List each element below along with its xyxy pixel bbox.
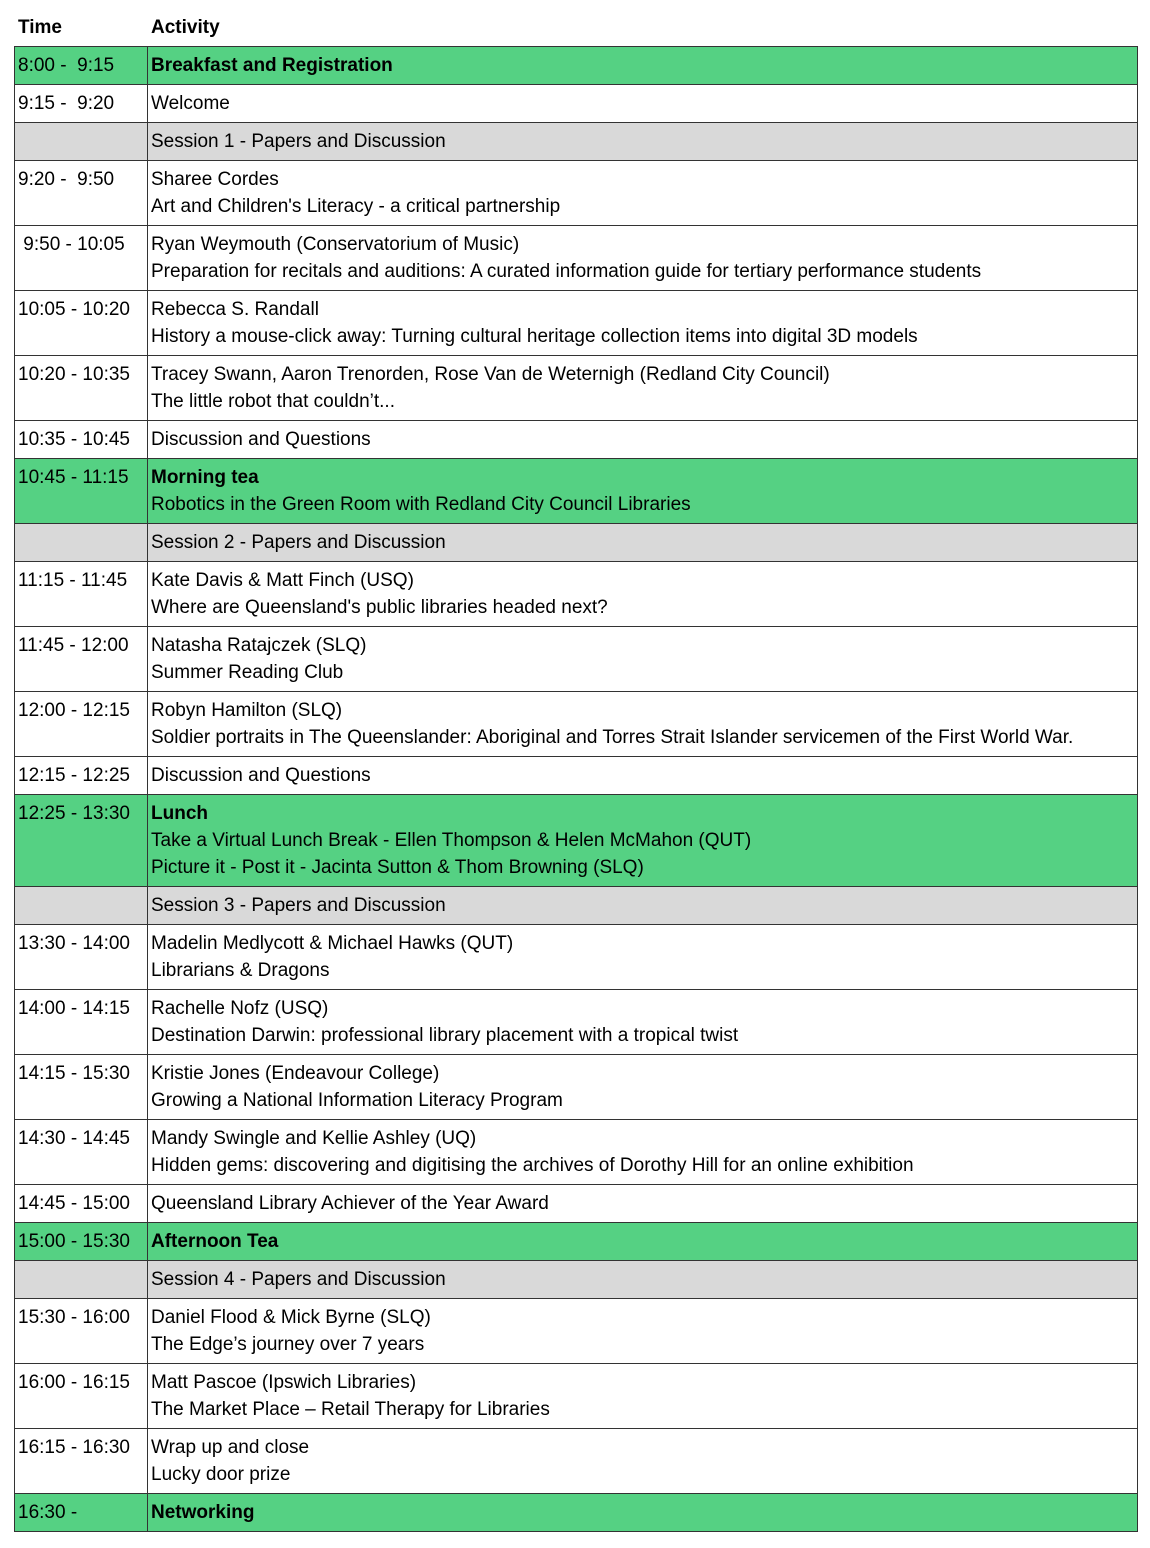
activity-title: Daniel Flood & Mick Byrne (SLQ) [151,1307,431,1328]
activity-cell [148,291,1138,356]
time-cell [15,1364,148,1429]
activity-title: Wrap up and close [151,1437,310,1458]
schedule-row [15,1055,1138,1120]
activity-detail: Lucky door prize [151,1464,291,1485]
time-range: 12:25 - 13:30 [18,803,130,824]
activity-title: Session 3 - Papers and Discussion [151,895,446,916]
schedule-row [15,562,1138,627]
activity-detail: The Edge’s journey over 7 years [151,1334,425,1355]
activity-cell [148,1261,1138,1299]
time-cell [15,757,148,795]
session-header-row [15,123,1138,161]
time-range: 15:30 - 16:00 [18,1307,130,1328]
activity-cell [148,887,1138,925]
time-range: 15:00 - 15:30 [18,1231,130,1252]
activity-cell [148,85,1138,123]
schedule-body [15,47,1138,1532]
activity-title: Session 2 - Papers and Discussion [151,532,446,553]
schedule-row [15,1364,1138,1429]
time-cell [15,421,148,459]
schedule-row [15,692,1138,757]
activity-detail: Growing a National Information Literacy Program [151,1090,563,1111]
activity-title: Kristie Jones (Endeavour College) [151,1063,440,1084]
activity-title: Madelin Medlycott & Michael Hawks (QUT) [151,933,514,954]
activity-title: Discussion and Questions [151,429,371,450]
activity-title: Session 1 - Papers and Discussion [151,131,446,152]
schedule-row [15,757,1138,795]
time-cell [15,1055,148,1120]
activity-column-header: Activity [151,17,220,38]
schedule-row [15,161,1138,226]
activity-title: Afternoon Tea [151,1231,279,1252]
schedule-row [15,1120,1138,1185]
schedule-row [15,421,1138,459]
time-range: 10:05 - 10:20 [18,299,130,320]
activity-detail: Preparation for recitals and auditions: A curated information guide for tertiary performance students [151,261,982,282]
time-cell [15,459,148,524]
time-column-header: Time [18,17,63,38]
time-cell [15,887,148,925]
time-range: 14:15 - 15:30 [18,1063,130,1084]
break-row [15,1223,1138,1261]
activity-detail: Picture it - Post it - Jacinta Sutton & Thom Browning (SLQ) [151,857,644,878]
activity-detail: Robotics in the Green Room with Redland City Council Libraries [151,494,691,515]
activity-title: Natasha Ratajczek (SLQ) [151,635,367,656]
activity-cell [148,1429,1138,1494]
time-cell [15,1185,148,1223]
time-cell [15,1261,148,1299]
time-range: 9:15 - 9:20 [18,93,115,114]
schedule-row [15,356,1138,421]
activity-title: Mandy Swingle and Kellie Ashley (UQ) [151,1128,477,1149]
activity-cell [148,795,1138,887]
time-cell [15,85,148,123]
schedule-table [14,46,1138,1532]
activity-title: Tracey Swann, Aaron Trenorden, Rose Van de Weternigh (Redland City Council) [151,364,830,385]
time-range: 16:15 - 16:30 [18,1437,130,1458]
activity-cell [148,123,1138,161]
activity-cell [148,1055,1138,1120]
time-cell [15,1223,148,1261]
break-row [15,1494,1138,1532]
time-range: 14:45 - 15:00 [18,1193,130,1214]
activity-cell [148,421,1138,459]
time-range: 9:20 - 9:50 [18,169,115,190]
activity-title: Discussion and Questions [151,765,371,786]
schedule-row [15,990,1138,1055]
schedule-row [15,1299,1138,1364]
activity-detail: The Market Place – Retail Therapy for Libraries [151,1399,550,1420]
time-range: 12:15 - 12:25 [18,765,130,786]
session-header-row [15,524,1138,562]
activity-title: Welcome [151,93,230,114]
activity-title: Matt Pascoe (Ipswich Libraries) [151,1372,417,1393]
time-cell [15,925,148,990]
time-cell [15,627,148,692]
activity-cell [148,161,1138,226]
break-row [15,47,1138,85]
break-row [15,795,1138,887]
activity-title: Networking [151,1502,255,1523]
activity-detail: Destination Darwin: professional library placement with a tropical twist [151,1025,739,1046]
schedule-row [15,627,1138,692]
time-range: 11:45 - 12:00 [18,635,129,656]
time-range: 13:30 - 14:00 [18,933,130,954]
activity-detail: History a mouse-click away: Turning cultural heritage collection items into digital 3D models [151,326,918,347]
activity-cell [148,1120,1138,1185]
time-range: 9:50 - 10:05 [18,234,125,255]
activity-cell [148,692,1138,757]
time-cell [15,161,148,226]
activity-title: Ryan Weymouth (Conservatorium of Music) [151,234,520,255]
time-cell [15,1494,148,1532]
activity-cell [148,1223,1138,1261]
activity-title: Rebecca S. Randall [151,299,319,320]
time-cell [15,990,148,1055]
activity-cell [148,1299,1138,1364]
activity-cell [148,562,1138,627]
time-cell [15,226,148,291]
time-range: 16:00 - 16:15 [18,1372,130,1393]
activity-cell [148,459,1138,524]
schedule-row [15,1429,1138,1494]
activity-title: Rachelle Nofz (USQ) [151,998,329,1019]
activity-title: Morning tea [151,467,259,488]
activity-detail: Hidden gems: discovering and digitising the archives of Dorothy Hill for an online exhibition [151,1155,914,1176]
schedule-header [14,14,1137,44]
activity-title: Session 4 - Papers and Discussion [151,1269,446,1290]
activity-cell [148,524,1138,562]
time-range: 14:00 - 14:15 [18,998,130,1019]
schedule-row [15,226,1138,291]
time-range: 16:30 - [18,1502,78,1523]
activity-cell [148,1185,1138,1223]
activity-detail: Soldier portraits in The Queenslander: Aboriginal and Torres Strait Islander servicemen of the First World War. [151,727,1074,748]
activity-cell [148,47,1138,85]
schedule-row [15,1185,1138,1223]
activity-detail: Where are Queensland's public libraries headed next? [151,597,608,618]
activity-cell [148,356,1138,421]
activity-title: Queensland Library Achiever of the Year Award [151,1193,549,1214]
activity-detail: Take a Virtual Lunch Break - Ellen Thompson & Helen McMahon (QUT) [151,830,752,851]
activity-cell [148,925,1138,990]
activity-detail: The little robot that couldn’t... [151,391,395,412]
break-row [15,459,1138,524]
time-cell [15,562,148,627]
activity-title: Robyn Hamilton (SLQ) [151,700,343,721]
time-cell [15,1299,148,1364]
activity-cell [148,1364,1138,1429]
activity-cell [148,1494,1138,1532]
time-cell [15,1120,148,1185]
time-range: 10:35 - 10:45 [18,429,130,450]
schedule-row [15,291,1138,356]
time-cell [15,123,148,161]
time-range: 12:00 - 12:15 [18,700,130,721]
session-header-row [15,1261,1138,1299]
activity-cell [148,757,1138,795]
time-cell [15,356,148,421]
time-cell [15,795,148,887]
time-range: 8:00 - 9:15 [18,55,115,76]
time-cell [15,1429,148,1494]
activity-cell [148,226,1138,291]
activity-title: Kate Davis & Matt Finch (USQ) [151,570,414,591]
time-cell [15,524,148,562]
schedule-row [15,925,1138,990]
time-cell [15,291,148,356]
activity-title: Sharee Cordes [151,169,279,190]
time-range: 10:20 - 10:35 [18,364,130,385]
activity-title: Lunch [151,803,208,824]
time-range: 10:45 - 11:15 [18,467,129,488]
session-header-row [15,887,1138,925]
time-range: 11:15 - 11:45 [18,570,128,591]
time-cell [15,47,148,85]
schedule-row [15,85,1138,123]
time-cell [15,692,148,757]
activity-detail: Art and Children's Literacy - a critical partnership [151,196,561,217]
activity-cell [148,990,1138,1055]
activity-title: Breakfast and Registration [151,55,393,76]
activity-cell [148,627,1138,692]
time-range: 14:30 - 14:45 [18,1128,130,1149]
activity-detail: Librarians & Dragons [151,960,330,981]
activity-detail: Summer Reading Club [151,662,344,683]
